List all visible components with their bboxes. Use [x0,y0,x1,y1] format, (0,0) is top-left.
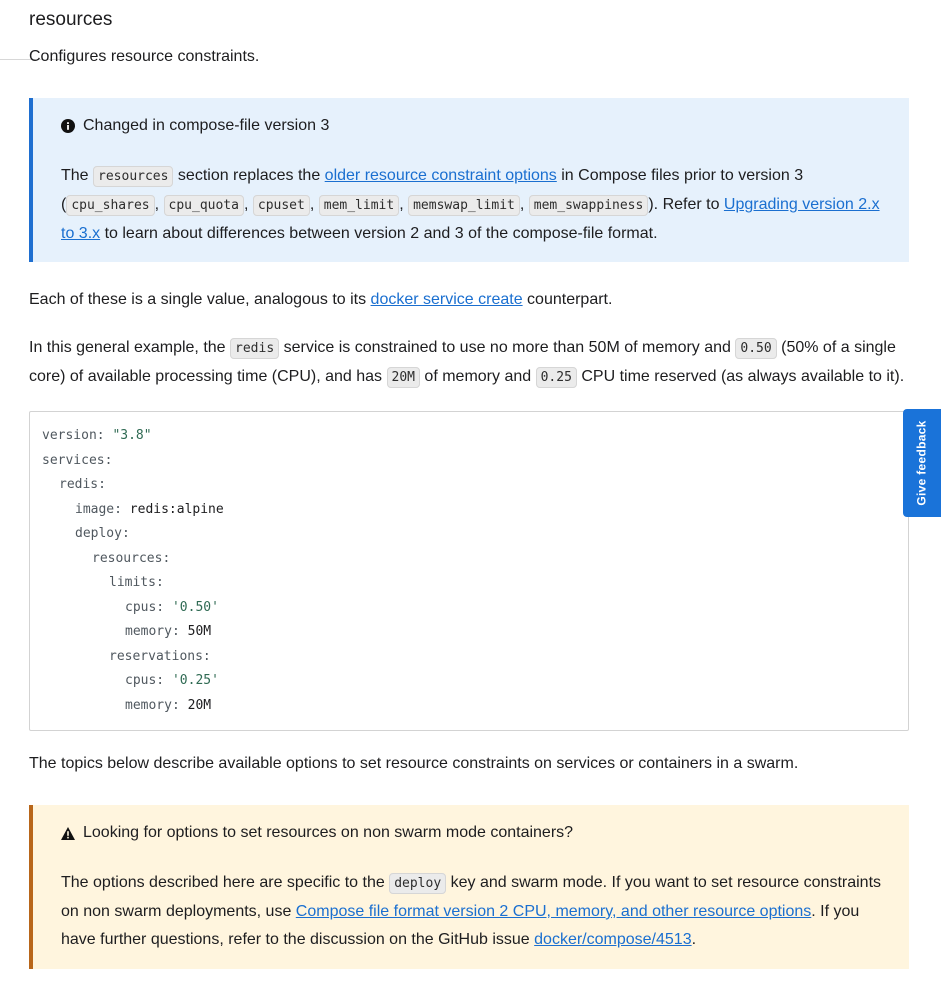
section-subtitle: Configures resource constraints. [29,48,260,65]
code-resources: resources [93,166,173,187]
github-issue-link[interactable]: docker/compose/4513 [534,931,692,948]
code-deploy: deploy [389,873,446,894]
warning-icon [61,826,75,840]
info-callout-heading [61,115,329,137]
code-line-reservations: reservations: [109,649,211,664]
code-line-version: version: "3.8" [42,428,152,443]
code-cpu-shares: cpu_shares [66,195,154,216]
single-value-paragraph: Each of these is a single value, analogous to its docker service create counterpart. [29,291,613,308]
example-paragraph: In this general example, the redis service is constrained to use no more than 50M of memory and 0.50 (50% of a single core) of available processing time (CPU), and has 20M of memory and 0.25 CPU time reserved (as always available to it). [29,334,909,392]
compose-v2-resource-options-link[interactable]: Compose file format version 2 CPU, memory, and other resource options [295,903,812,920]
code-line-reservations-memory: memory: 20M [125,698,212,713]
code-line-redis: redis: [59,477,106,492]
warning-callout-body: The options described here are specific to the deploy key and swarm mode. If you want to set resource constraints on non swarm deployments, use Compose file format version 2 CPU, memory, and other resource options. If you have further questions, refer to the discussion on the GitHub issue docker/compose/4513. [61,874,882,948]
upgrading-version-link[interactable]: Upgrading version 2.x to 3.x [61,196,880,242]
topics-paragraph: The topics below describe available options to set resource constraints on services or containers in a swarm. [29,755,799,772]
give-feedback-label: Give feedback [915,420,929,506]
warning-callout-heading [61,822,573,844]
info-callout [29,98,909,262]
code-line-resources: resources: [92,551,171,566]
code-cpu-quota: cpu_quota [164,195,244,216]
give-feedback-button[interactable] [903,409,941,517]
info-icon [61,119,75,133]
code-cpuset: cpuset [253,195,310,216]
code-line-reservations-cpus: cpus: '0.25' [125,673,219,688]
warning-callout [29,805,909,969]
info-callout-heading-text: Changed in compose-file version 3 [83,117,330,134]
code-memswap-limit: memswap_limit [408,195,520,216]
older-resource-options-link[interactable]: older resource constraint options [324,167,557,184]
code-cpu-reservation-value: 0.25 [536,367,577,388]
code-line-limits-memory: memory: 50M [125,624,212,639]
code-redis: redis [230,338,279,359]
section-title: resources [29,9,113,30]
code-line-limits-cpus: cpus: '0.50' [125,600,219,615]
code-memory-reservation-value: 20M [387,367,420,388]
compose-code-block[interactable] [29,411,909,731]
code-line-services: services: [42,453,113,468]
code-line-limits: limits: [109,575,164,590]
code-mem-swappiness: mem_swappiness [529,195,649,216]
code-line-image: image: redis:alpine [75,502,224,517]
info-callout-body: The resources section replaces the older resource constraint options in Compose files prior to version 3 ( cpu_shares , cpu_quota , cpuset , mem_limit , memswap_limit , mem_swappiness ). Refer to Upgrading version 2.x to 3.x to learn about differences between version 2 and 3 of the compose-file format. [61,167,880,242]
code-line-deploy: deploy: [75,526,130,541]
docker-service-create-link[interactable]: docker service create [370,291,523,308]
warning-callout-heading-text: Looking for options to set resources on non swarm mode containers? [83,824,574,841]
code-mem-limit: mem_limit [319,195,399,216]
code-cpu-limit-value: 0.50 [735,338,776,359]
